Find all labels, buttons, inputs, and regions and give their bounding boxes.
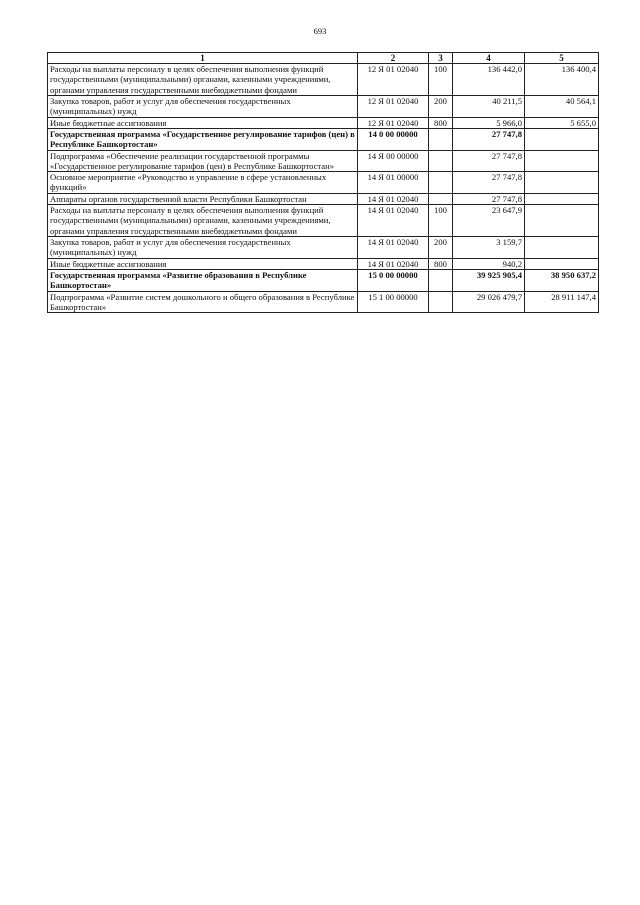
column-header-4: 4 xyxy=(453,53,525,64)
table-row xyxy=(48,117,599,128)
table-row xyxy=(48,172,599,194)
row-name-cell: Подпрограмма «Обеспечение реализации государственной программы «Государственное регулирование тарифов (цен) в Республике Башкортостан» xyxy=(48,150,358,172)
row-code-cell: 14 Я 01 00000 xyxy=(358,172,429,194)
row-name-cell: Иные бюджетные ассигнования xyxy=(48,117,358,128)
row-name-cell: Государственная программа «Государственное регулирование тарифов (цен) в Республике Башкортостан» xyxy=(48,128,358,150)
row-value-5-cell xyxy=(525,172,599,194)
row-value-5-cell xyxy=(525,237,599,259)
row-code-cell: 12 Я 01 02040 xyxy=(358,117,429,128)
row-value-5-cell xyxy=(525,258,599,269)
table-row xyxy=(48,258,599,269)
row-type-cell xyxy=(429,150,453,172)
row-value-4-cell: 5 966,0 xyxy=(453,117,525,128)
row-value-4-cell: 29 026 479,7 xyxy=(453,291,525,313)
row-code-cell: 15 0 00 00000 xyxy=(358,269,429,291)
row-value-4-cell: 39 925 905,4 xyxy=(453,269,525,291)
row-type-cell: 100 xyxy=(429,205,453,237)
table-row xyxy=(48,95,599,117)
row-value-5-cell xyxy=(525,128,599,150)
row-value-5-cell: 136 400,4 xyxy=(525,64,599,96)
row-value-5-cell: 28 911 147,4 xyxy=(525,291,599,313)
table-header-row xyxy=(48,53,599,64)
row-code-cell: 14 0 00 00000 xyxy=(358,128,429,150)
budget-table xyxy=(47,52,599,313)
row-code-cell: 15 1 00 00000 xyxy=(358,291,429,313)
row-name-cell: Закупка товаров, работ и услуг для обеспечения государственных (муниципальных) нужд xyxy=(48,95,358,117)
table-row xyxy=(48,64,599,96)
row-value-5-cell: 5 655,0 xyxy=(525,117,599,128)
column-header-3: 3 xyxy=(429,53,453,64)
column-header-5: 5 xyxy=(525,53,599,64)
row-name-cell: Основное мероприятие «Руководство и управление в сфере установленных функций» xyxy=(48,172,358,194)
row-code-cell: 12 Я 01 02040 xyxy=(358,95,429,117)
row-value-5-cell xyxy=(525,205,599,237)
row-type-cell: 200 xyxy=(429,237,453,259)
row-value-5-cell xyxy=(525,150,599,172)
table-body xyxy=(48,64,599,313)
row-value-4-cell: 27 747,8 xyxy=(453,150,525,172)
row-type-cell: 200 xyxy=(429,95,453,117)
row-value-4-cell: 23 647,9 xyxy=(453,205,525,237)
row-type-cell: 100 xyxy=(429,64,453,96)
row-name-cell: Расходы на выплаты персоналу в целях обеспечения выполнения функций государственными (муниципальными) органами, казенными учреждениями, органами управления государственными внебюджетными фондами xyxy=(48,205,358,237)
row-value-5-cell: 40 564,1 xyxy=(525,95,599,117)
row-type-cell xyxy=(429,128,453,150)
row-code-cell: 14 Я 01 02040 xyxy=(358,258,429,269)
table-row xyxy=(48,205,599,237)
column-header-2: 2 xyxy=(358,53,429,64)
row-type-cell xyxy=(429,291,453,313)
table-row xyxy=(48,150,599,172)
row-code-cell: 14 Я 00 00000 xyxy=(358,150,429,172)
row-name-cell: Закупка товаров, работ и услуг для обеспечения государственных (муниципальных) нужд xyxy=(48,237,358,259)
table-row xyxy=(48,269,599,291)
row-value-4-cell: 3 159,7 xyxy=(453,237,525,259)
row-name-cell: Иные бюджетные ассигнования xyxy=(48,258,358,269)
row-type-cell xyxy=(429,172,453,194)
table-row xyxy=(48,237,599,259)
row-name-cell: Подпрограмма «Развитие систем дошкольного и общего образования в Республике Башкортостан» xyxy=(48,291,358,313)
row-value-5-cell xyxy=(525,193,599,204)
table-row xyxy=(48,128,599,150)
row-code-cell: 12 Я 01 02040 xyxy=(358,64,429,96)
row-value-4-cell: 27 747,8 xyxy=(453,193,525,204)
row-value-5-cell: 38 950 637,2 xyxy=(525,269,599,291)
row-name-cell: Аппараты органов государственной власти Республики Башкортостан xyxy=(48,193,358,204)
row-name-cell: Государственная программа «Развитие образования в Республике Башкортостан» xyxy=(48,269,358,291)
row-name-cell: Расходы на выплаты персоналу в целях обеспечения выполнения функций государственными (муниципальными) органами, казенными учреждениями, органами управления государственными внебюджетными фондами xyxy=(48,64,358,96)
row-value-4-cell: 136 442,0 xyxy=(453,64,525,96)
row-code-cell: 14 Я 01 02040 xyxy=(358,205,429,237)
row-value-4-cell: 27 747,8 xyxy=(453,128,525,150)
page-number: 693 xyxy=(313,26,327,36)
row-type-cell xyxy=(429,193,453,204)
row-type-cell: 800 xyxy=(429,117,453,128)
table-row xyxy=(48,193,599,204)
row-type-cell: 800 xyxy=(429,258,453,269)
row-value-4-cell: 940,2 xyxy=(453,258,525,269)
row-code-cell: 14 Я 01 02040 xyxy=(358,237,429,259)
row-value-4-cell: 40 211,5 xyxy=(453,95,525,117)
table-row xyxy=(48,291,599,313)
row-value-4-cell: 27 747,8 xyxy=(453,172,525,194)
column-header-1: 1 xyxy=(48,53,358,64)
row-code-cell: 14 Я 01 02040 xyxy=(358,193,429,204)
row-type-cell xyxy=(429,269,453,291)
